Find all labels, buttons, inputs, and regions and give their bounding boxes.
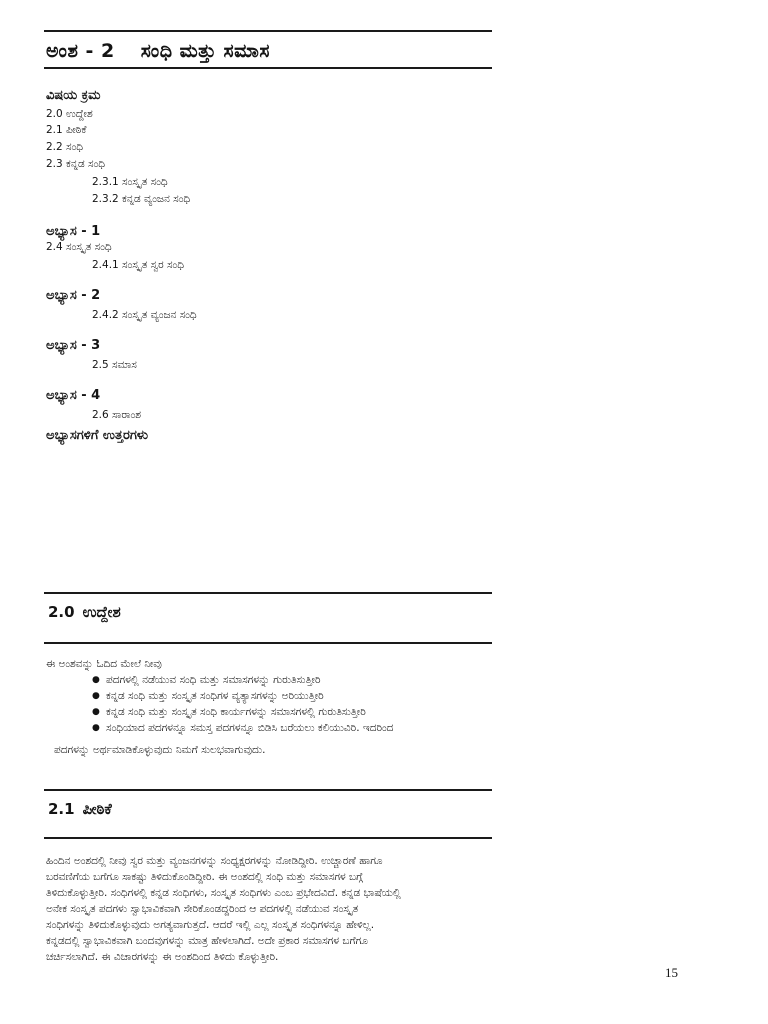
- objective-intro: ಈ ಅಂಶವನ್ನು ಓದಿದ ಮೇಲೆ ನೀವು: [46, 658, 162, 670]
- section-title-text: ಪೀಠಿಕೆ: [82, 800, 112, 818]
- section-objective-bottom-rule: [44, 642, 492, 644]
- section-number: 2.0: [48, 603, 75, 621]
- toc-item: 2.6 ಸಾರಾಂಶ: [92, 409, 141, 421]
- paragraph-line: ಬರವಣಿಗೆಯ ಬಗೆಗೂ ಸಾಕಷ್ಟು ತಿಳಿದುಕೊಂಡಿದ್ದೀರಿ. ಈ ಅಂಶದಲ್ಲಿ ಸಂಧಿ ಮತ್ತು ಸಮಾಸಗಳ ಬಗ್ಗೆ: [46, 871, 363, 883]
- chapter-heading: [46, 40, 270, 62]
- header-top-rule: [44, 30, 492, 32]
- objective-bullet: ● ಪದಗಳಲ್ಲಿ ನಡೆಯುವ ಸಂಧಿ ಮತ್ತು ಸಮಾಸಗಳನ್ನು ಗುರುತಿಸುತ್ತೀರಿ: [92, 672, 492, 688]
- section-title-text: ಉದ್ದೇಶ: [82, 603, 121, 621]
- section-intro-title: [48, 800, 112, 818]
- paragraph-line: ಚರ್ಚಿಸಲಾಗಿದೆ. ಈ ವಿಚಾರಗಳನ್ನು ಈ ಅಂಶದಿಂದ ತಿಳಿದು ಕೊಳ್ಳುತ್ತೀರಿ.: [46, 951, 279, 963]
- toc-item: 2.2 ಸಂಧಿ: [46, 141, 84, 153]
- toc-item: 2.1 ಪೀಠಿಕೆ: [46, 124, 87, 136]
- paragraph-line: ಹಿಂದಿನ ಅಂಶದಲ್ಲಿ ನೀವು ಸ್ವರ ಮತ್ತು ವ್ಯಂಜನಗಳನ್ನು ಸಂಧ್ಯಕ್ಷರಗಳನ್ನು ನೋಡಿದ್ದೀರಿ. ಉಚ್ಚಾರಣೆ ಹಾಗೂ: [46, 855, 383, 867]
- section-intro-top-rule: [44, 789, 492, 791]
- header-bottom-rule: [44, 67, 492, 69]
- toc-item: 2.0 ಉದ್ದೇಶ: [46, 108, 93, 120]
- section-intro-bottom-rule: [44, 837, 492, 839]
- toc-item: 2.3.1 ಸಂಸ್ಕೃತ ಸಂಧಿ: [92, 176, 168, 188]
- objective-continuation: ಪದಗಳನ್ನು ಅರ್ಥಮಾಡಿಕೊಳ್ಳುವುದು ನಿಮಗೆ ಸುಲಭವಾಗುವುದು.: [54, 744, 266, 756]
- objective-list: [92, 672, 492, 736]
- objective-bullet: ● ಸಂಧಿಯಾದ ಪದಗಳನ್ನೂ ಸಮಸ್ತ ಪದಗಳನ್ನೂ ಬಿಡಿಸಿ ಬರೆಯಲು ಕಲಿಯುವಿರಿ. ಇದರಿಂದ: [92, 720, 492, 736]
- paragraph-line: ಕನ್ನಡದಲ್ಲಿ ಸ್ವಾಭಾವಿಕವಾಗಿ ಬಂದವುಗಳನ್ನು ಮಾತ್ರ ಹೇಳಲಾಗಿದೆ. ಅದೇ ಪ್ರಕಾರ ಸಮಾಸಗಳ ಬಗೆಗೂ: [46, 935, 368, 947]
- toc-item: 2.3 ಕನ್ನಡ ಸಂಧಿ: [46, 158, 106, 170]
- exercise-3-heading: ಅಭ್ಯಾಸ - 3: [46, 338, 101, 353]
- toc-item: 2.5 ಸಮಾಸ: [92, 359, 137, 371]
- objective-bullet: ● ಕನ್ನಡ ಸಂಧಿ ಮತ್ತು ಸಂಸ್ಕೃತ ಸಂಧಿಗಳ ವ್ಯತ್ಯಾಸಗಳನ್ನು ಅರಿಯುತ್ತೀರಿ: [92, 688, 492, 704]
- paragraph-line: ಅನೇಕ ಸಂಸ್ಕೃತ ಪದಗಳು ಸ್ವಾಭಾವಿಕವಾಗಿ ಸೇರಿಕೊಂಡದ್ದರಿಂದ ಆ ಪದಗಳಲ್ಲಿ ನಡೆಯುವ ಸಂಸ್ಕೃತ: [46, 903, 359, 915]
- answers-heading: ಅಭ್ಯಾಸಗಳಿಗೆ ಉತ್ತರಗಳು: [46, 428, 149, 443]
- chapter-number: ಅಂಶ - 2: [46, 40, 115, 62]
- paragraph-line: ಸಂಧಿಗಳನ್ನು ತಿಳಿದುಕೊಳ್ಳುವುದು ಅಗತ್ಯವಾಗುತ್ತದೆ. ಆದರೆ ಇಲ್ಲಿ ಎಲ್ಲ ಸಂಸ್ಕೃತ ಸಂಧಿಗಳನ್ನೂ ಹೇಳಿಲ್ಲ.: [46, 919, 375, 931]
- chapter-title: ಸಂಧಿ ಮತ್ತು ಸಮಾಸ: [140, 40, 270, 62]
- exercise-2-heading: ಅಭ್ಯಾಸ - 2: [46, 288, 101, 303]
- exercise-1-heading: ಅಭ್ಯಾಸ - 1: [46, 224, 101, 239]
- exercise-4-heading: ಅಭ್ಯಾಸ - 4: [46, 388, 101, 403]
- paragraph-line: ತಿಳಿದುಕೊಳ್ಳುತ್ತೀರಿ. ಸಂಧಿಗಳಲ್ಲಿ ಕನ್ನಡ ಸಂಧಿಗಳು, ಸಂಸ್ಕೃತ ಸಂಧಿಗಳು ಎಂಬ ಪ್ರಭೇದವಿದೆ. ಕನ್ನಡ ಭಾಷೆಯಲ್ಲಿ: [46, 887, 401, 899]
- section-objective-title: [48, 603, 121, 621]
- objective-bullet: ● ಕನ್ನಡ ಸಂಧಿ ಮತ್ತು ಸಂಸ್ಕೃತ ಸಂಧಿ ಕಾರ್ಯಗಳನ್ನು ಸಮಾಸಗಳಲ್ಲಿ ಗುರುತಿಸುತ್ತೀರಿ: [92, 704, 492, 720]
- section-number: 2.1: [48, 800, 75, 818]
- toc-item: 2.4.1 ಸಂಸ್ಕೃತ ಸ್ವರ ಸಂಧಿ: [92, 259, 184, 271]
- section-objective-top-rule: [44, 592, 492, 594]
- toc-item: 2.4.2 ಸಂಸ್ಕೃತ ವ್ಯಂಜನ ಸಂಧಿ: [92, 309, 197, 321]
- intro-paragraph: [46, 853, 494, 965]
- toc-item: 2.3.2 ಕನ್ನಡ ವ್ಯಂಜನ ಸಂಧಿ: [92, 193, 191, 205]
- contents-heading: ವಿಷಯ ಕ್ರಮ: [46, 88, 101, 103]
- page-number: 15: [665, 965, 678, 980]
- toc-item: 2.4 ಸಂಸ್ಕೃತ ಸಂಧಿ: [46, 241, 112, 253]
